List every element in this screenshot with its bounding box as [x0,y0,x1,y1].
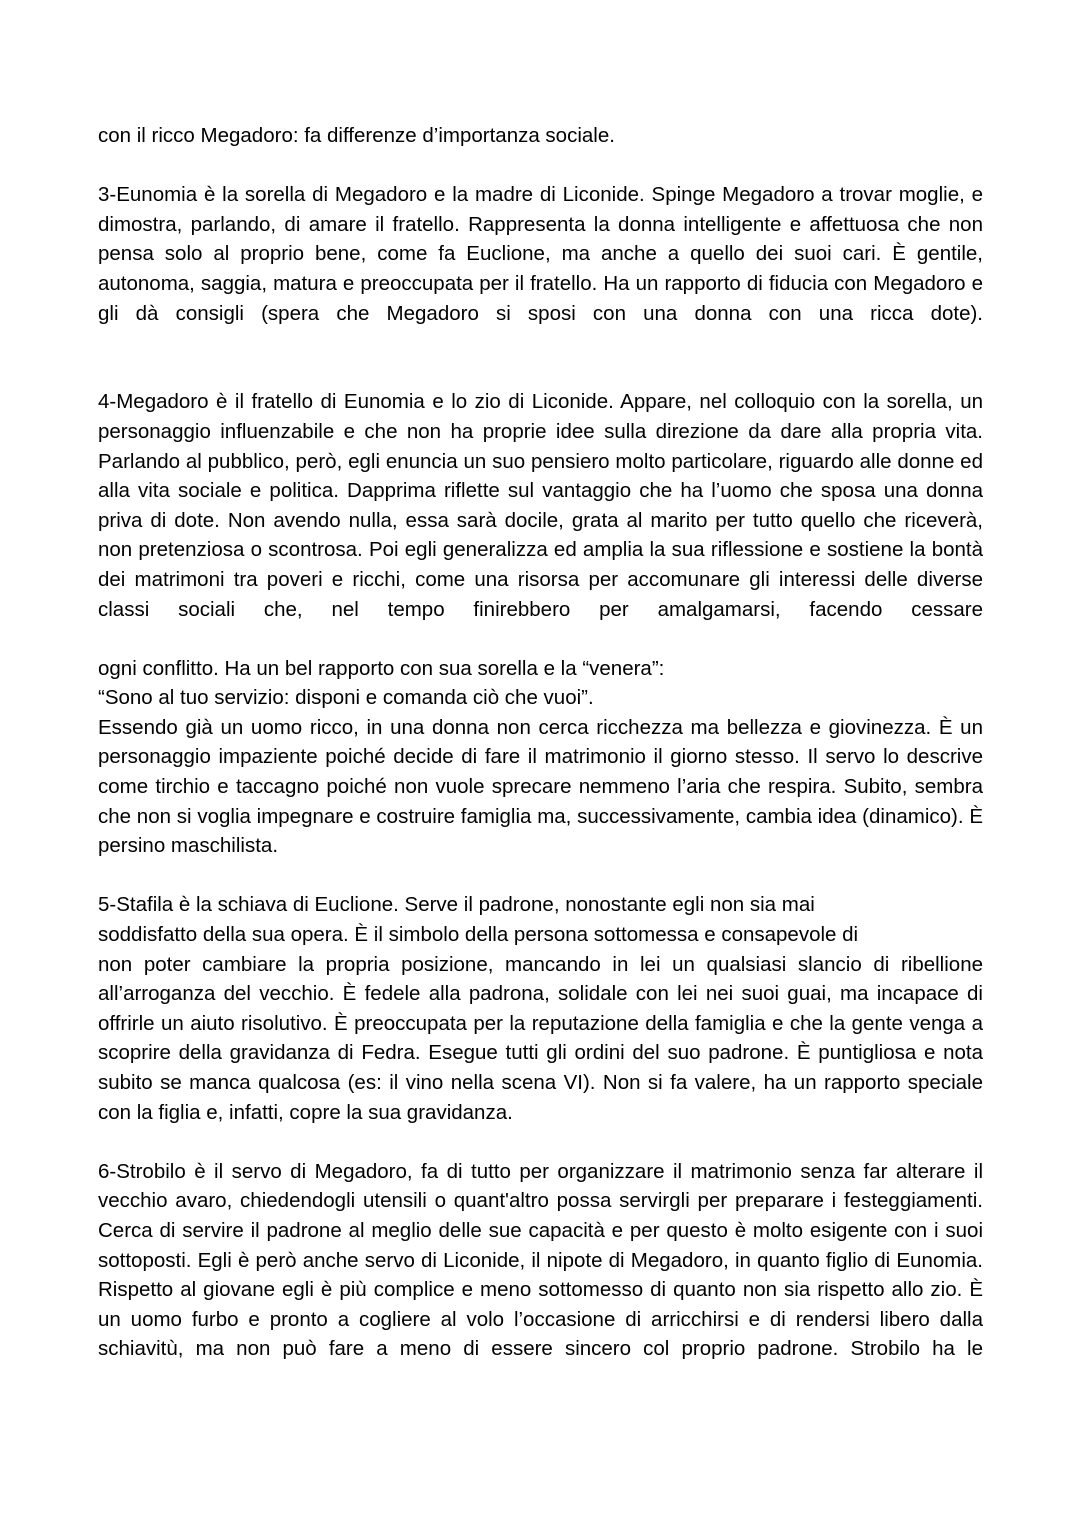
stafila-line-one: 5-Stafila è la schiava di Euclione. Serve il padrone, nonostante egli non sia mai [98,893,815,917]
paragraph-spacer [98,151,983,181]
paragraph-spacer [98,1127,983,1157]
megadoro-part-one: 4-Megadoro è il fratello di Eunomia e lo zio di Liconide. Appare, nel colloquio con la sorella, un personaggio influenzabile e che non ha proprie idee sulla direzione da dare alla propria vita. Parlando al pubblico, però, egli enuncia un suo pensiero molto particolare, riguardo alle donne ed alla vita sociale e politica. Dapprima riflette sul vantaggio che ha l’uomo che sposa una donna priva di dote. Non avendo nulla, essa sarà docile, grata al marito per tutto quello che riceverà, non pretenziosa o scontrosa. Poi egli generalizza ed amplia la sua riflessione e sostiene la bontà dei matrimoni tra poveri e ricchi, come una risorsa per accomunare gli interessi delle diverse classi sociali che, nel tempo finirebbero per amalgamarsi, facendo cessare [98,390,983,621]
stafila-line-two: soddisfatto della sua opera. È il simbolo della persona sottomessa e consapevole di [98,923,859,947]
stafila-rest: non poter cambiare la propria posizione, mancando in lei un qualsiasi slancio di ribellione all’arroganza del vecchio. È fedele alla padrona, solidale con lei nei suoi guai, ma incapace di offrirle un aiuto risolutivo. È preoccupata per la reputazione della famiglia e che la gente venga a scoprire della gravidanza di Fedra. Esegue tutti gli ordini del suo padrone. È puntigliosa e nota subito se manca qualcosa (es: il vino nella scena VI). Non si fa valere, ha un rapporto speciale con la figlia e, infatti, copre la sua gravidanza. [98,952,983,1124]
megadoro-line-quote: “Sono al tuo servizio: disponi e comanda ciò che vuoi”. [98,686,594,710]
megadoro-part-two: Essendo già un uomo ricco, in una donna non cerca ricchezza ma bellezza e giovinezza. È un personaggio impaziente poiché decide di fare il matrimonio il giorno stesso. Il servo lo descrive come tirchio e taccagno poiché non vuole sprecare nemmeno l’aria che respira. Subito, sembra che non si voglia impegnare e costruire famiglia ma, successivamente, cambia idea (dinamico). È persino maschilista. [98,715,983,858]
paragraph-spacer [98,358,983,388]
document-text-column [98,121,983,1394]
paragraph-character-megadoro [98,387,983,861]
paragraph-character-eunomia: 3-Eunomia è la sorella di Megadoro e la madre di Liconide. Spinge Megadoro a trovar moglie, e dimostra, parlando, di amare il fratello. Rappresenta la donna intelligente e affettuosa che non pensa solo al proprio bene, come fa Euclione, ma anche a quello dei suoi cari. È gentile, autonoma, saggia, matura e preoccupata per il fratello. Ha un rapporto di fiducia con Megadoro e gli dà consigli (spera che Megadoro si sposi con una donna con una ricca dote). [98,183,983,325]
paragraph-character-strobilo: 6-Strobilo è il servo di Megadoro, fa di tutto per organizzare il matrimonio senza far alterare il vecchio avaro, chiedendogli utensili o quant'altro possa servirgli per preparare i festeggiamenti. Cerca di servire il padrone al meglio delle sue capacità e per questo è molto esigente con i suoi sottoposti. Egli è però anche servo di Liconide, il nipote di Megadoro, in quanto figlio di Eunomia. Rispetto al giovane egli è più complice e meno sottomesso di quanto non sia rispetto allo zio. È un uomo furbo e pronto a cogliere al volo l’occasione di arricchirsi e di rendersi libero dalla schiavitù, ma non può fare a meno di essere sincero col proprio padrone. Strobilo ha le [98,1159,983,1361]
paragraph-continuation: con il ricco Megadoro: fa differenze d’importanza sociale. [98,124,615,147]
paragraph-spacer [98,861,983,891]
megadoro-line-conflitto: ogni conflitto. Ha un bel rapporto con sua sorella e la “venera”: [98,656,665,680]
paragraph-character-stafila [98,890,983,1127]
